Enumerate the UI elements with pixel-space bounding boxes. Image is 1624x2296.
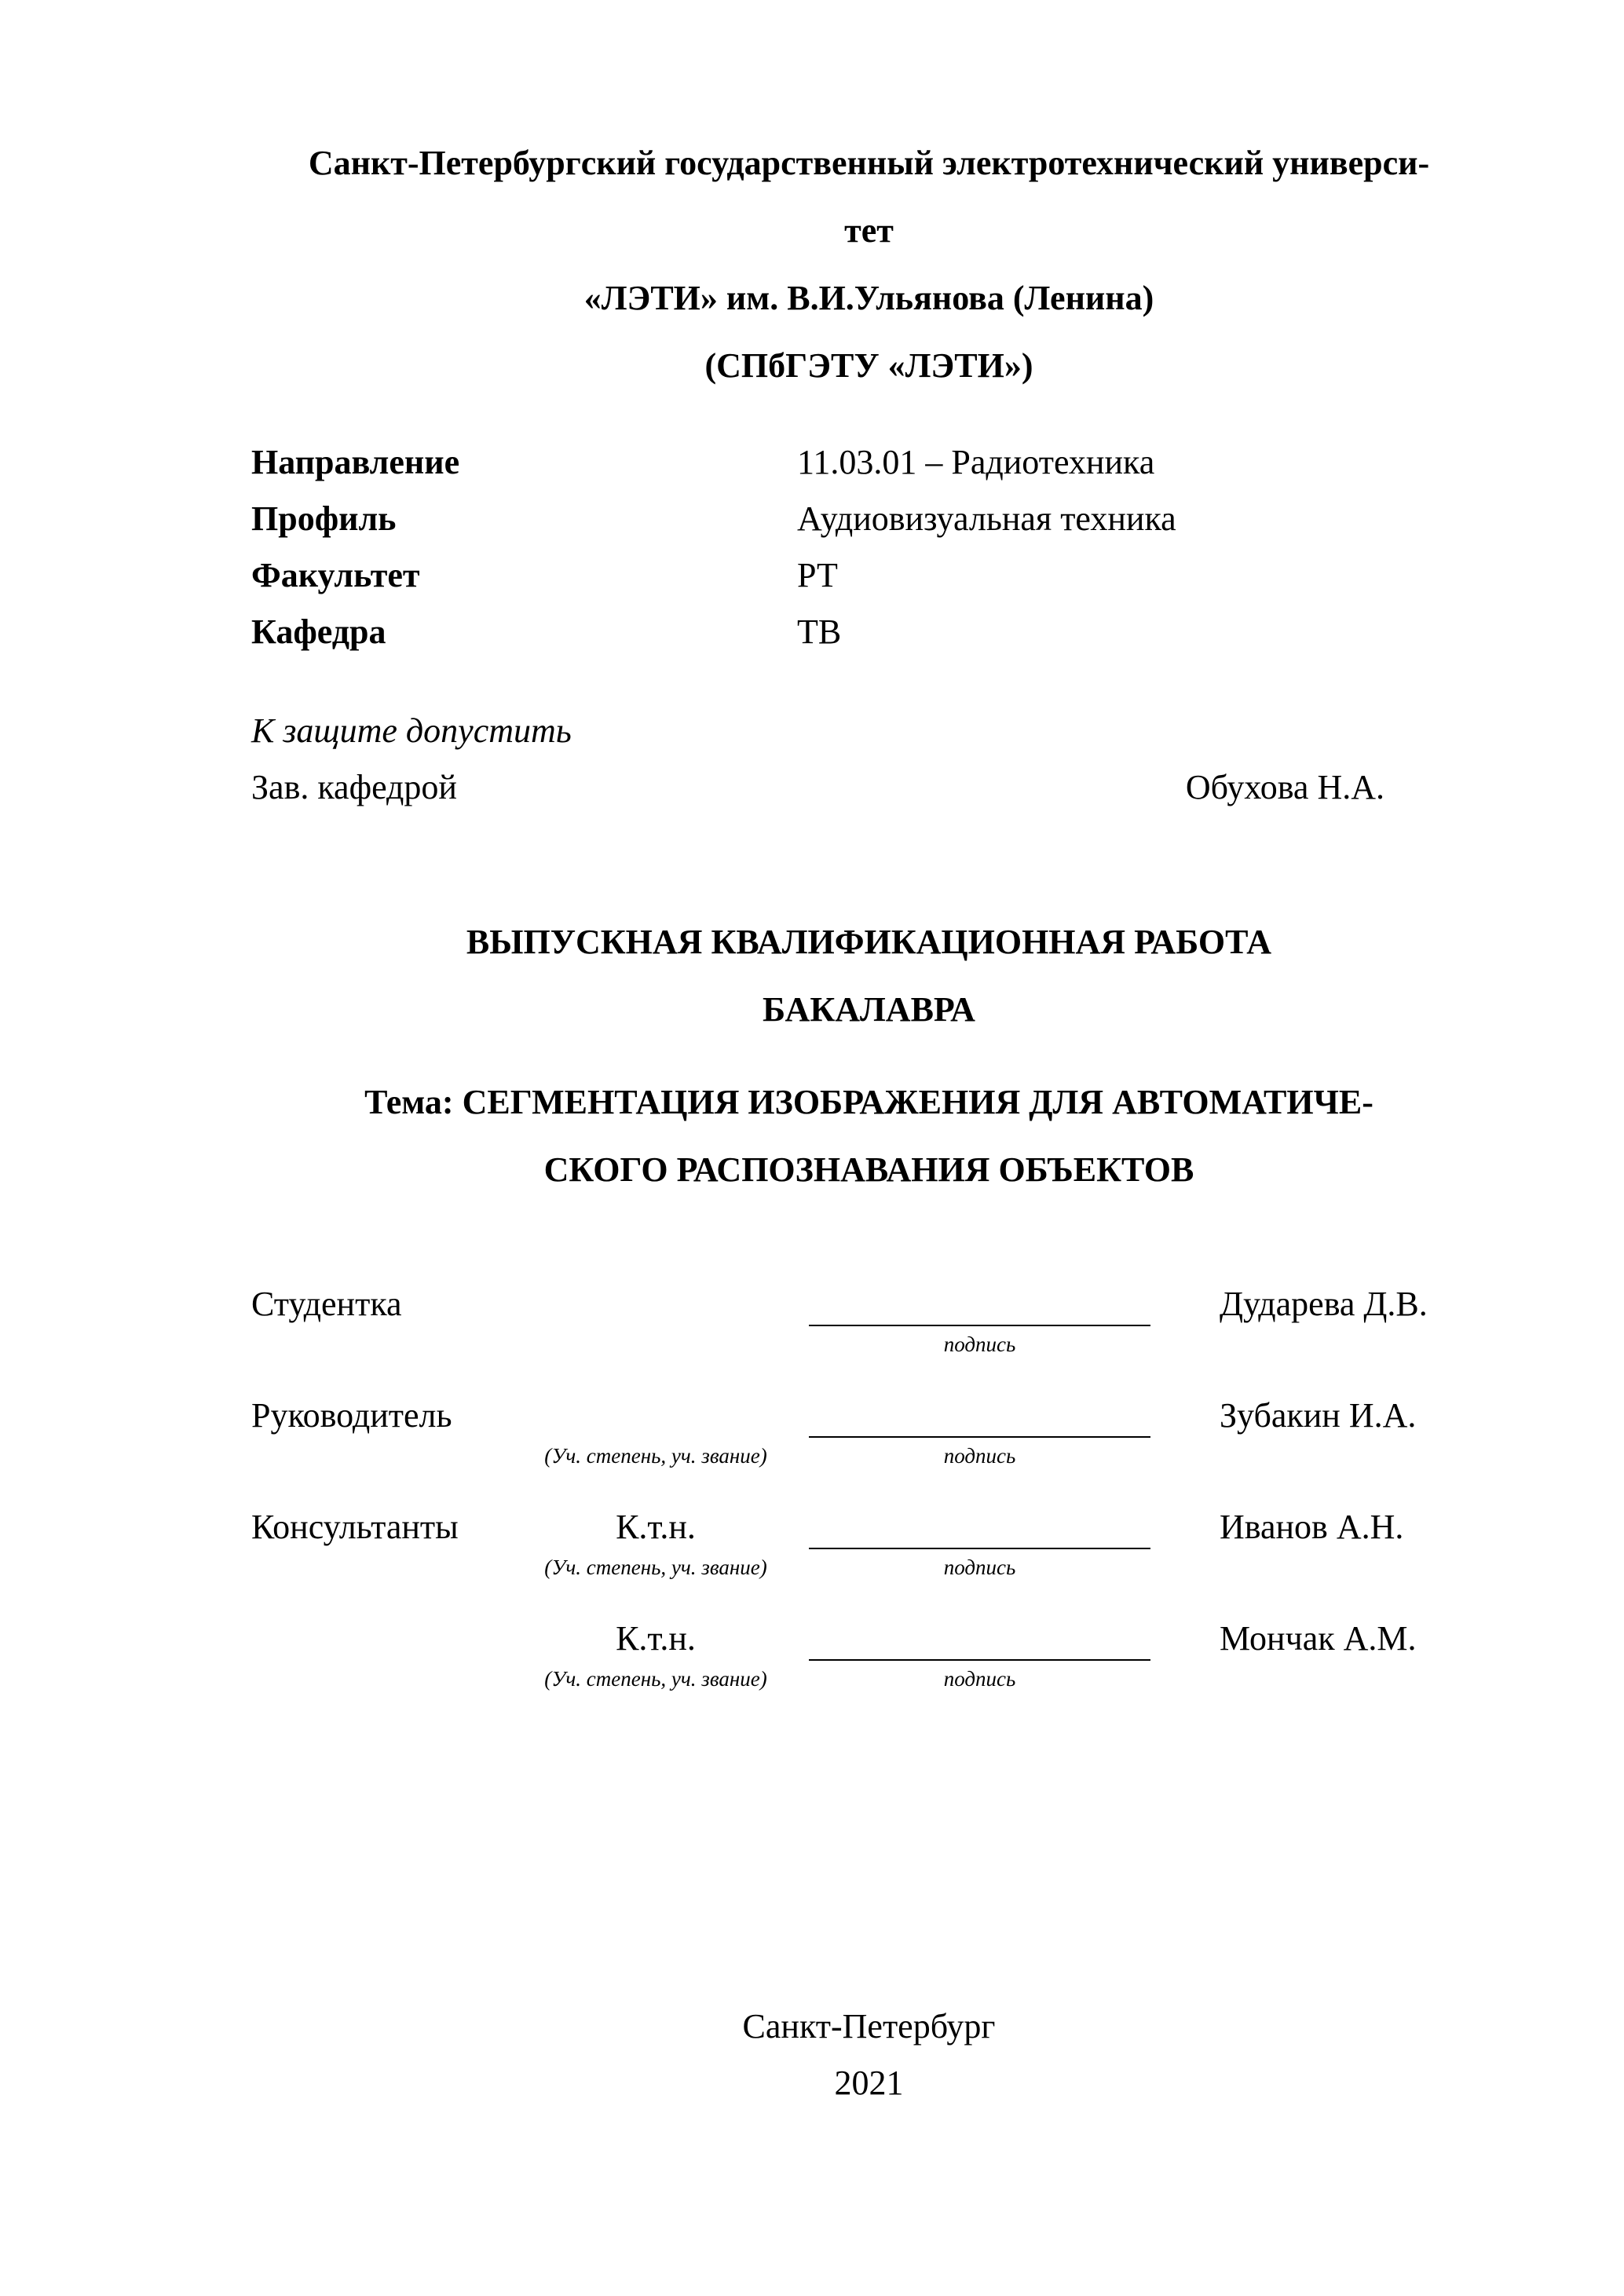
university-name-line-1: Санкт-Петербургский государственный электротехнический универси-	[308, 144, 1430, 182]
signature-role-student: Студентка	[251, 1285, 402, 1323]
signature-role-supervisor: Руководитель	[251, 1396, 452, 1435]
signatures-block	[251, 1282, 1487, 1692]
field-row-faculty	[251, 547, 1487, 604]
signature-row-consultant-2	[251, 1617, 1487, 1692]
signature-caption: подпись	[943, 1333, 1016, 1356]
signature-degree-consultant-2	[503, 1617, 809, 1692]
degree-caption-consultant-1: (Уч. степень, уч. звание)	[544, 1556, 767, 1579]
work-title	[251, 909, 1487, 1044]
signature-line	[809, 1617, 1150, 1661]
signature-name-student: Дударева Д.В.	[1220, 1285, 1428, 1323]
degree-caption-supervisor: (Уч. степень, уч. звание)	[544, 1444, 767, 1468]
degree-text-supervisor	[503, 1394, 809, 1438]
degree-text-consultant-2: К.т.н.	[616, 1619, 696, 1658]
signature-line	[809, 1394, 1150, 1438]
signature-row-supervisor	[251, 1394, 1487, 1469]
signature-caption: подпись	[943, 1556, 1016, 1579]
signature-line	[809, 1282, 1150, 1326]
work-theme-line-1: Тема: СЕГМЕНТАЦИЯ ИЗОБРАЖЕНИЯ ДЛЯ АВТОМАТИЧЕ-	[364, 1083, 1373, 1121]
signature-name-supervisor: Зубакин И.А.	[1220, 1396, 1417, 1435]
signature-line	[809, 1505, 1150, 1549]
field-value-direction: 11.03.01 – Радиотехника	[797, 443, 1155, 481]
degree-text-student	[503, 1282, 809, 1326]
admission-head-row	[251, 759, 1487, 816]
signature-name-consultant-2: Мончак А.М.	[1220, 1619, 1417, 1658]
field-label-faculty: Факультет	[251, 556, 420, 594]
footer-year: 2021	[834, 2064, 904, 2102]
university-name-line-3: «ЛЭТИ» им. В.И.Ульянова (Ленина)	[583, 279, 1154, 317]
footer-city: Санкт-Петербург	[742, 2007, 996, 2046]
field-row-profile	[251, 491, 1487, 547]
signature-degree-student	[503, 1282, 809, 1331]
program-fields	[251, 434, 1487, 660]
footer	[251, 1998, 1487, 2111]
signature-degree-consultant-1	[503, 1505, 809, 1581]
field-value-department: ТВ	[797, 612, 842, 651]
signature-name-consultant-1: Иванов А.Н.	[1220, 1508, 1404, 1546]
work-title-line-1: ВЫПУСКНАЯ КВАЛИФИКАЦИОННАЯ РАБОТА	[466, 923, 1272, 961]
signature-field-student	[809, 1282, 1150, 1358]
degree-caption-consultant-2: (Уч. степень, уч. звание)	[544, 1667, 767, 1691]
field-label-profile: Профиль	[251, 499, 397, 538]
university-name-line-2: тет	[844, 211, 894, 250]
signature-field-supervisor	[809, 1394, 1150, 1469]
admission-block	[251, 703, 1487, 816]
field-row-direction	[251, 434, 1487, 491]
university-name-line-4: (СПбГЭТУ «ЛЭТИ»)	[704, 346, 1033, 385]
work-theme	[251, 1069, 1487, 1204]
admission-allow-line: К защите допустить	[251, 711, 572, 750]
university-header	[251, 130, 1487, 400]
signature-row-consultant-1	[251, 1505, 1487, 1581]
signature-degree-supervisor	[503, 1394, 809, 1469]
admission-head-name: Обухова Н.А.	[1185, 768, 1384, 806]
signature-row-student	[251, 1282, 1487, 1358]
field-value-faculty: РТ	[797, 556, 838, 594]
work-title-line-2: БАКАЛАВРА	[763, 990, 975, 1029]
admission-head-label: Зав. кафедрой	[251, 768, 457, 806]
signature-caption: подпись	[943, 1444, 1016, 1468]
work-theme-line-2: СКОГО РАСПОЗНАВАНИЯ ОБЪЕКТОВ	[543, 1150, 1194, 1189]
field-row-department	[251, 604, 1487, 660]
signature-caption: подпись	[943, 1667, 1016, 1691]
degree-text-consultant-1: К.т.н.	[616, 1508, 696, 1546]
field-label-department: Кафедра	[251, 612, 386, 651]
field-label-direction: Направление	[251, 443, 460, 481]
signature-role-consultants: Консультанты	[251, 1508, 459, 1546]
signature-field-consultant-2	[809, 1617, 1150, 1692]
field-value-profile: Аудиовизуальная техника	[797, 499, 1176, 538]
signature-field-consultant-1	[809, 1505, 1150, 1581]
